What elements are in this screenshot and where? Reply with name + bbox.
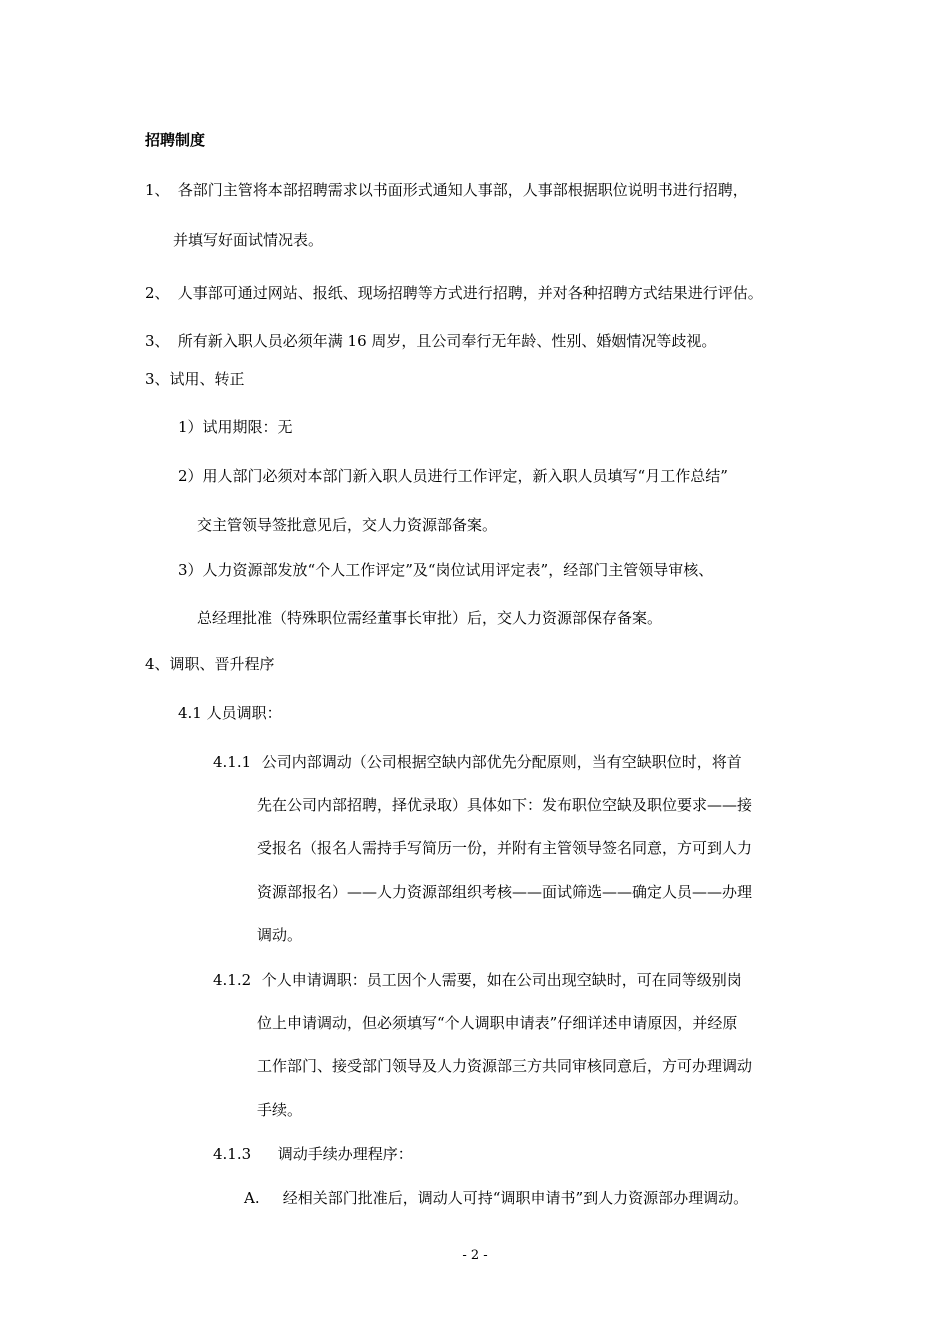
section-4-1-1-line: 受报名（报名人需持手写简历一份，并附有主管领导签名同意，方可到人力 bbox=[257, 839, 753, 857]
section-4-1-3-number: 4.1.3 bbox=[213, 1145, 252, 1163]
recruit-item-3 bbox=[145, 331, 716, 351]
section-4-1-2-line: 手续。 bbox=[257, 1101, 303, 1119]
section-4-1-3 bbox=[213, 1144, 413, 1164]
probation-item-3: 3）人力资源部发放“个人工作评定”及“岗位试用评定表”，经部门主管领导审核、 bbox=[178, 561, 714, 579]
page-title: 招聘制度 bbox=[145, 131, 206, 149]
recruit-item-2-text: 人事部可通过网站、报纸、现场招聘等方式进行招聘，并对各种招聘方式结果进行评估。 bbox=[177, 284, 763, 302]
section-4-1-2 bbox=[213, 970, 742, 990]
section-4-1-2-line: 位上申请调动，但必须填写“个人调职申请表”仔细详述申请原因，并经原 bbox=[257, 1014, 738, 1032]
section-4-1-3-text: 调动手续办理程序： bbox=[277, 1145, 413, 1163]
recruit-item-2-number: 2、 bbox=[145, 284, 170, 302]
recruit-item-2 bbox=[145, 283, 763, 303]
page-number: - 2 - bbox=[462, 1248, 488, 1263]
section-4-1-2-number: 4.1.2 bbox=[213, 971, 252, 989]
probation-item-1: 1）试用期限：无 bbox=[178, 418, 293, 436]
recruit-item-3-number: 3、 bbox=[145, 332, 170, 350]
section-4-1-1-number: 4.1.1 bbox=[213, 753, 252, 771]
transfer-subheading: 4.1 人员调职： bbox=[178, 704, 282, 722]
procedure-item-a-label: A. bbox=[244, 1189, 260, 1207]
recruit-item-3-text: 所有新入职人员必须年满 16 周岁，且公司奉行无年龄、性别、婚姻情况等歧视。 bbox=[177, 332, 717, 350]
section-4-1-1-line: 先在公司内部招聘，择优录取）具体如下：发布职位空缺及职位要求——接 bbox=[257, 796, 753, 814]
section-4-1-1-line: 资源部报名）——人力资源部组织考核——面试筛选——确定人员——办理 bbox=[257, 883, 753, 901]
procedure-item-a-text: 经相关部门批准后，调动人可持“调职申请书”到人力资源部办理调动。 bbox=[282, 1189, 749, 1207]
recruit-item-1-continuation: 并填写好面试情况表。 bbox=[173, 231, 324, 249]
procedure-item-a bbox=[244, 1188, 748, 1208]
section-4-1-1-line: 公司内部调动（公司根据空缺内部优先分配原则，当有空缺职位时，将首 bbox=[261, 753, 742, 771]
recruit-item-1 bbox=[145, 180, 748, 200]
transfer-heading: 4、调职、晋升程序 bbox=[145, 655, 275, 673]
section-4-1-1-line: 调动。 bbox=[257, 926, 303, 944]
recruit-item-1-text: 各部门主管将本部招聘需求以书面形式通知人事部，人事部根据职位说明书进行招聘， bbox=[177, 181, 748, 199]
recruit-item-1-number: 1、 bbox=[145, 181, 170, 199]
section-4-1-1 bbox=[213, 752, 742, 772]
probation-item-3-continuation: 总经理批准（特殊职位需经董事长审批）后，交人力资源部保存备案。 bbox=[197, 609, 663, 627]
probation-heading: 3、试用、转正 bbox=[145, 370, 245, 388]
section-4-1-2-line: 个人申请调职：员工因个人需要，如在公司出现空缺时，可在同等级别岗 bbox=[261, 971, 742, 989]
probation-item-2-continuation: 交主管领导签批意见后，交人力资源部备案。 bbox=[197, 516, 498, 534]
probation-item-2: 2）用人部门必须对本部门新入职人员进行工作评定，新入职人员填写“月工作总结” bbox=[178, 467, 728, 485]
section-4-1-2-line: 工作部门、接受部门领导及人力资源部三方共同审核同意后，方可办理调动 bbox=[257, 1057, 753, 1075]
